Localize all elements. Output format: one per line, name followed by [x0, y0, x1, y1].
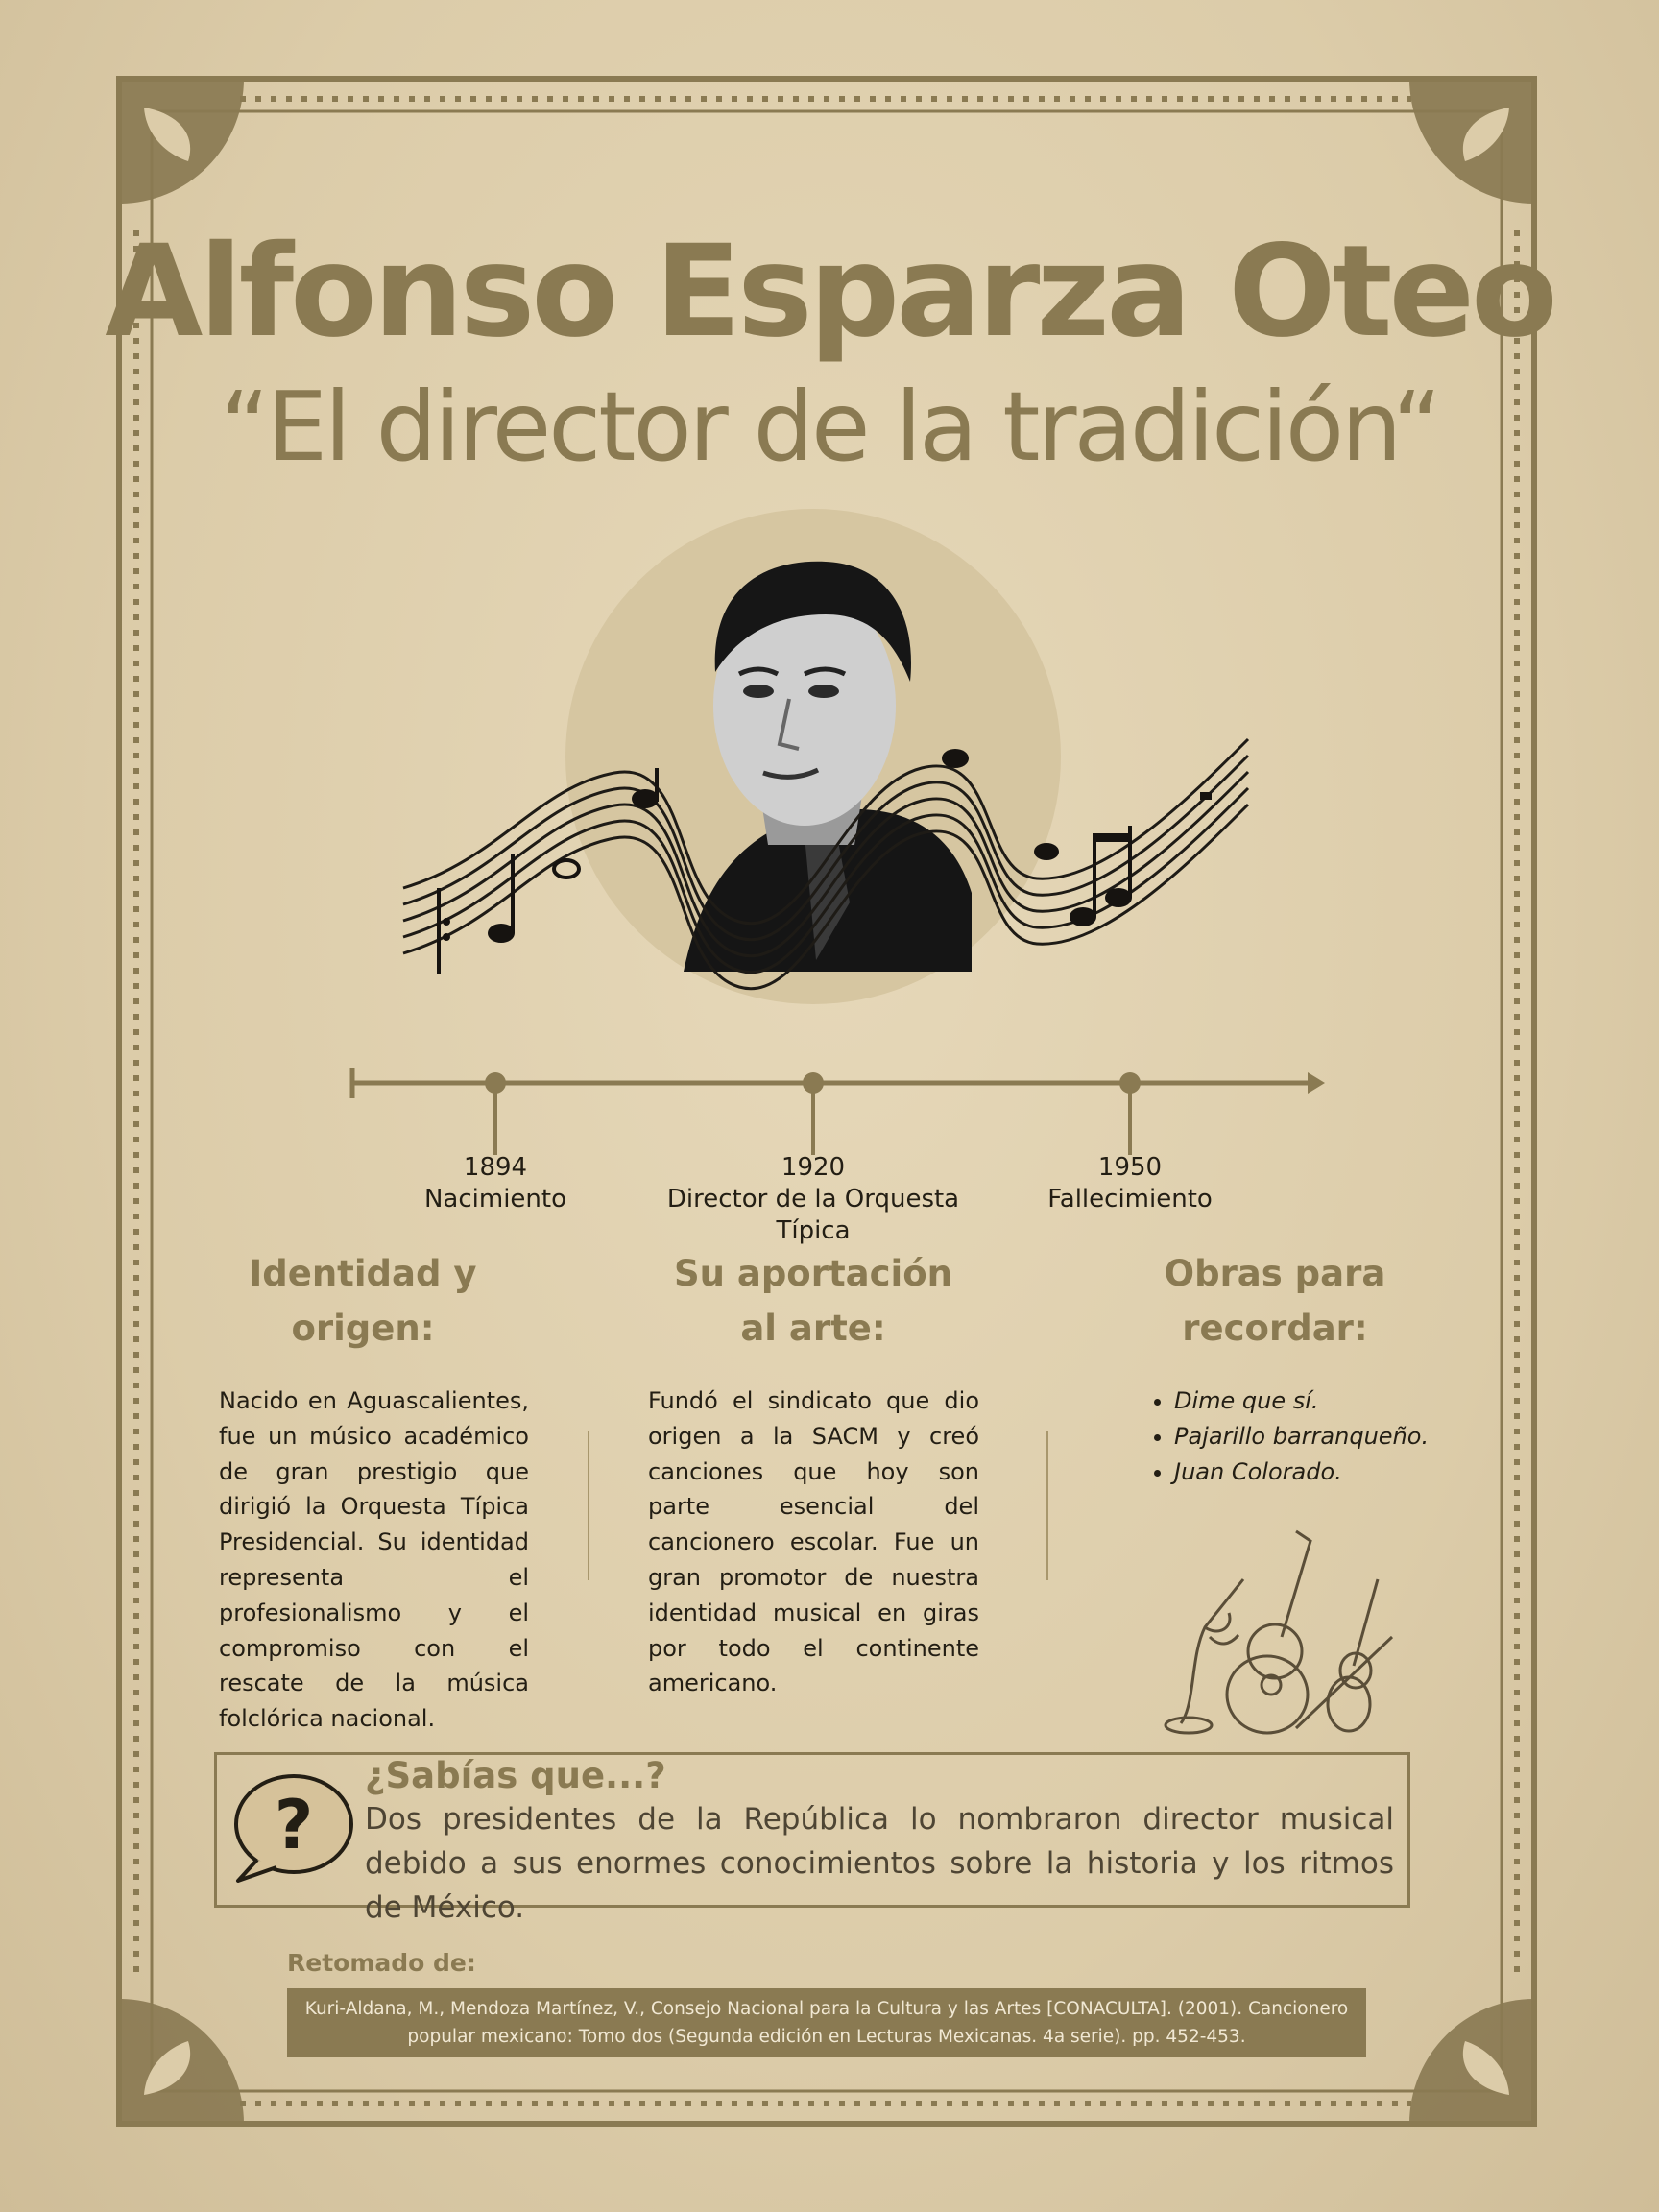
timeline-event-1920 [660, 1152, 967, 1247]
column-heading-contribution: Su aportación al arte: [673, 1253, 953, 1349]
timeline-year: 1950 [1097, 1153, 1163, 1182]
list-item: • Juan Colorado. [1174, 1455, 1429, 1490]
timeline-event-label: Fallecimiento [1047, 1185, 1213, 1214]
instruments-icon [1152, 1522, 1402, 1743]
page-title: Alfonso Esparza Oteo [105, 218, 1554, 366]
list-item: • Pajarillo barranqueño. [1174, 1419, 1429, 1455]
timeline-event-1894 [342, 1152, 649, 1215]
source-box [287, 1988, 1366, 2057]
column-divider [588, 1431, 589, 1580]
svg-text:?: ? [274, 1786, 314, 1864]
column-heading-works: Obras para recordar: [1164, 1253, 1386, 1349]
page-subtitle: “El director de la tradición“ [220, 371, 1439, 483]
source-label: Retomado de: [287, 1949, 476, 1977]
source-citation: Kuri-Aldana, M., Mendoza Martínez, V., Consejo Nacional para la Cultura y las Artes [CONACULTA]. (2001). Cancionero popular mexicano: Tomo dos (Segunda edición en Lecturas Mexicanas. 4a serie). pp. 452-453. [304, 1999, 1349, 2047]
timeline-year: 1894 [463, 1153, 528, 1182]
works-list [1147, 1383, 1429, 1489]
fact-title: ¿Sabías que...? [365, 1755, 666, 1796]
timeline-event-label: Nacimiento [423, 1185, 567, 1214]
fact-text: Dos presidentes de la República lo nombraron director musical debido a sus enormes conocimientos sobre la historia y los ritmos de México. [365, 1802, 1394, 1925]
column-text-contribution: Fundó el sindicato que dio origen a la SACM y creó canciones que hoy son parte esencial del cancionero escolar. Fue un gran promotor de nuestra identidad musical en giras por todo el continente americano. [648, 1387, 979, 1697]
question-bubble-icon [228, 1771, 357, 1885]
timeline-year: 1920 [781, 1153, 846, 1182]
column-text-identity: Nacido en Aguascalientes, fue un músico académico de gran prestigio que dirigió la Orquesta Típica Presidencial. Su identidad representa el profesionalismo y el compromiso con el rescate de la música folclórica nacional. [219, 1387, 529, 1733]
timeline-event-1950 [976, 1152, 1284, 1215]
timeline-event-label: Director de la Orquesta Típica [666, 1185, 960, 1245]
column-heading-identity: Identidad y origen: [249, 1253, 477, 1349]
list-item: • Dime que sí. [1174, 1383, 1429, 1419]
column-divider [1046, 1431, 1048, 1580]
